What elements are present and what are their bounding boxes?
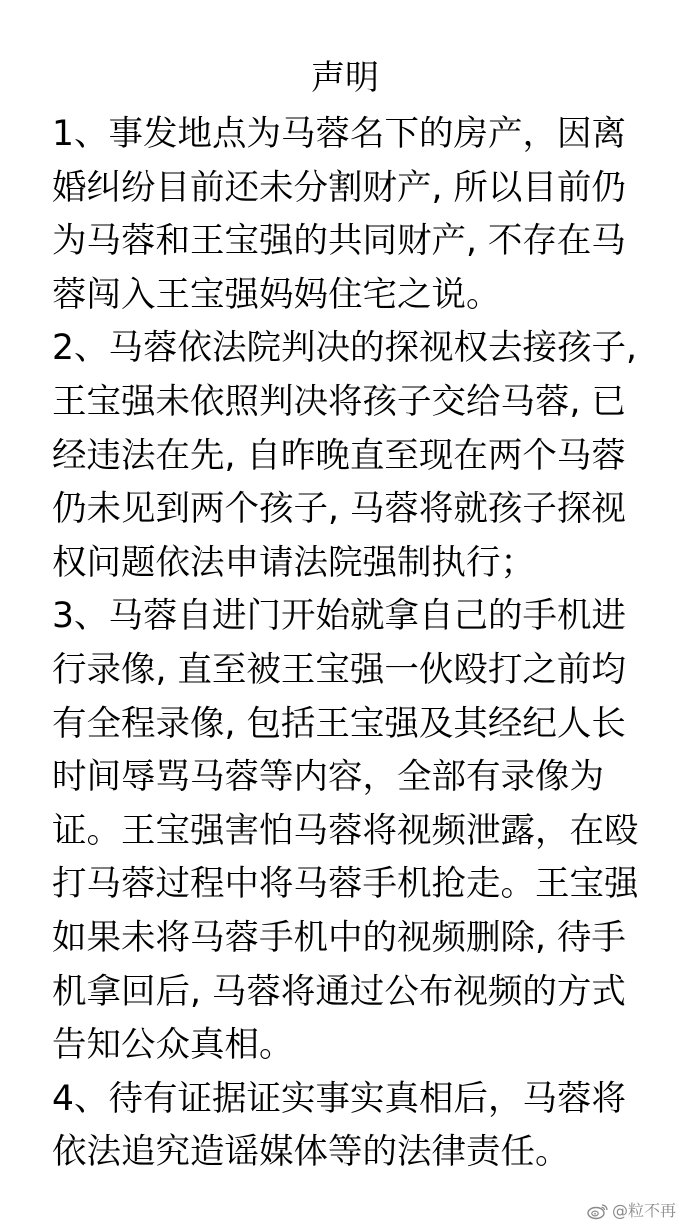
text-line: 行录像, 直至被王宝强一伙殴打之前均 [52, 649, 626, 690]
text-line: 4、待有证据证实事实真相后，马蓉将 [52, 1078, 626, 1119]
text-line: 经违法在先, 自昨晚直至现在两个马蓉 [52, 435, 626, 476]
text-line: 为马蓉和王宝强的共同财产, 不存在马 [52, 221, 626, 262]
text-line: 王宝强未依照判决将孩子交给马蓉, 已 [52, 381, 626, 422]
text-line: 告知公众真相。 [52, 1025, 294, 1066]
text-line: 婚纠纷目前还未分割财产, 所以目前仍 [52, 167, 626, 208]
page-title: 声明 [311, 58, 379, 98]
statement-body [52, 108, 662, 1180]
text-line: 时间辱骂马蓉等内容，全部有录像为 [52, 757, 604, 798]
weibo-icon [587, 1202, 609, 1220]
watermark [587, 1201, 676, 1221]
text-line: 权问题依法申请法院强制执行； [52, 542, 535, 583]
text-line: 打马蓉过程中将马蓉手机抢走。王宝强 [52, 864, 639, 905]
text-line: 依法追究造谣媒体等的法律责任。 [52, 1132, 570, 1173]
text-line: 蓉闯入王宝强妈妈住宅之说。 [52, 274, 501, 315]
text-line: 1、事发地点为马蓉名下的房产，因离 [52, 114, 626, 154]
text-line: 证。王宝强害怕马蓉将视频泄露，在殴 [52, 810, 639, 851]
text-line: 有全程录像, 包括王宝强及其经纪人长 [52, 703, 626, 744]
text-line: 仍未见到两个孩子, 马蓉将就孩子探视 [52, 489, 626, 530]
text-line: 机拿回后, 马蓉将通过公布视频的方式 [52, 971, 626, 1012]
watermark-text: @粒不再 [611, 1201, 676, 1220]
text-line: 2、马蓉依法院判决的探视权去接孩子, [52, 328, 637, 369]
text-line: 如果未将马蓉手机中的视频删除, 待手 [52, 917, 626, 958]
text-line: 3、马蓉自进门开始就拿自己的手机进 [52, 596, 626, 637]
